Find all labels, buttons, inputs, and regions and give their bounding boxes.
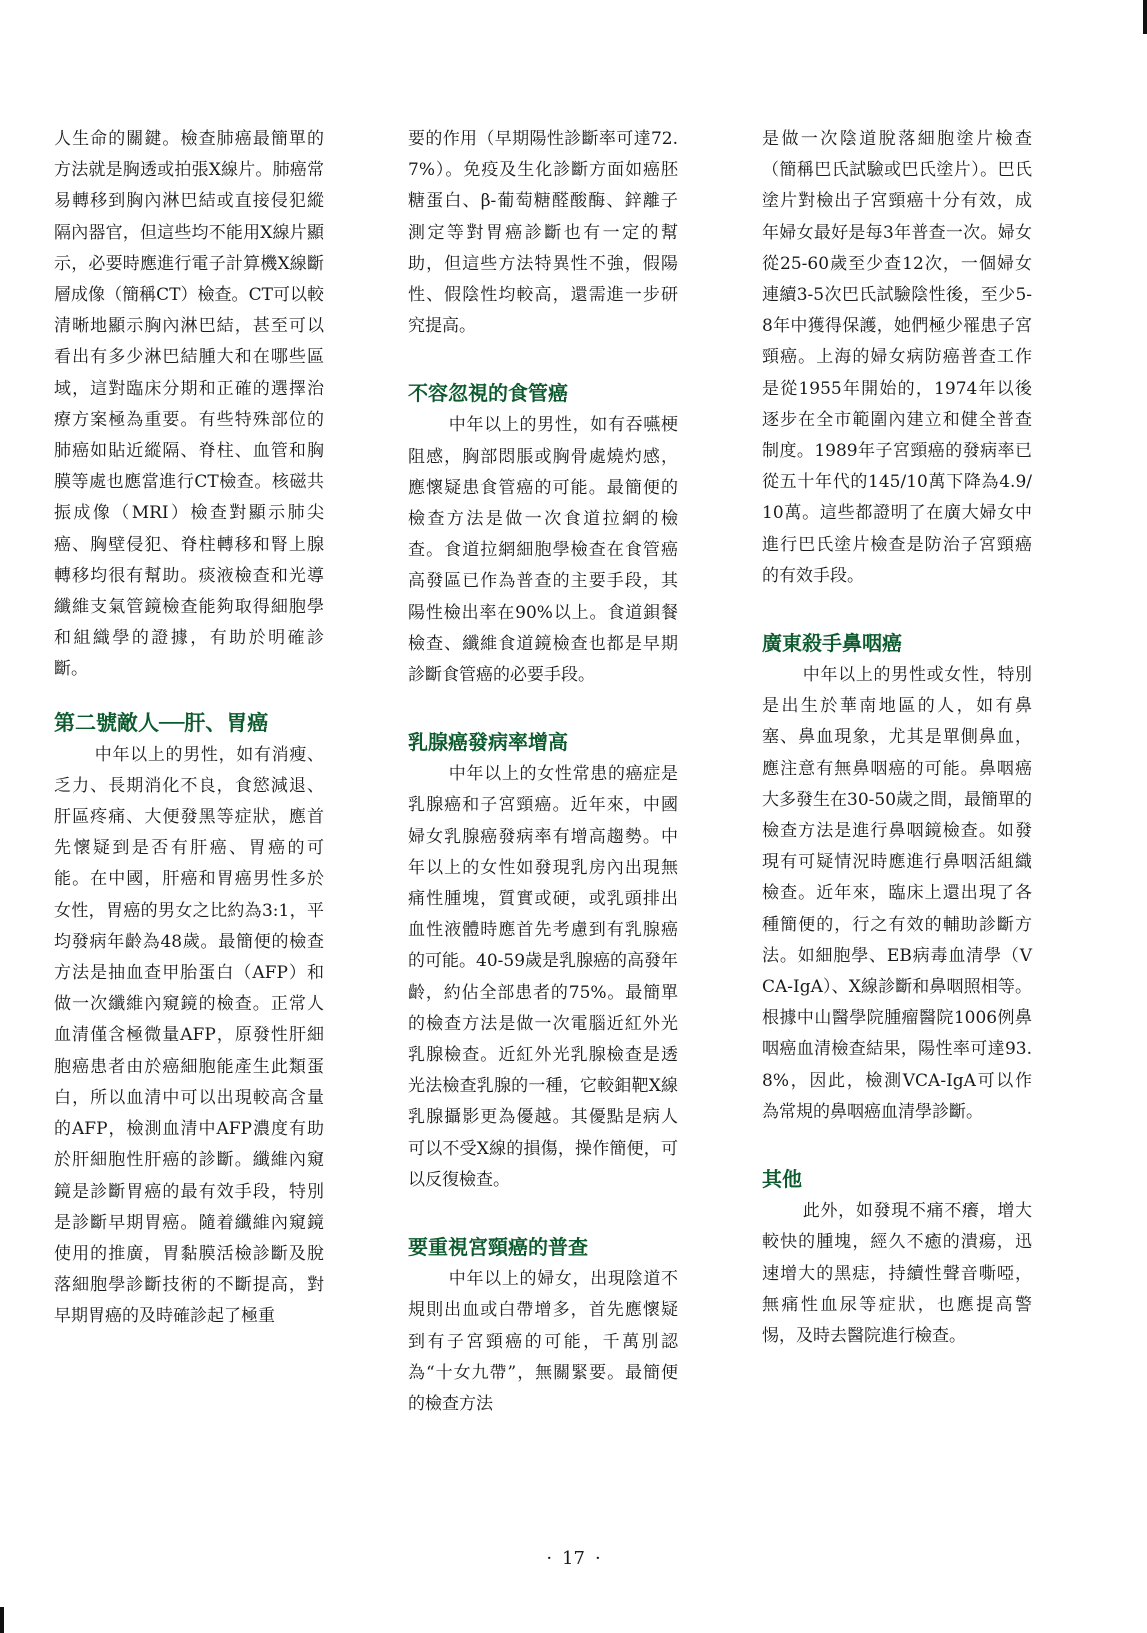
paragraph-cervical-cancer-continued: 是做一次陰道脫落細胞塗片檢查（簡稱巴氏試驗或巴氏塗片）。巴氏塗片對檢出子宮頸癌十分有效，成年婦女最好是每3年普查一次。婦女從25-60歲至少查12次，一個婦女連續3-5次巴氏試驗陰性後，至少5-8年中獲得保護，她們極少罹患子宮頸癌。上海的婦女病防癌普查工作是從1955年開始的，1974年以後逐步在全市範圍內建立和健全普查制度。1989年子宮頸癌的發病率已從五十年代的145/10萬下降為4.9/10萬。這些都證明了在廣大婦女中進行巴氏塗片檢查是防治子宮頸癌的有效手段。: [762, 129, 1032, 586]
paragraph-liver-stomach-cancer: 中年以上的男性，如有消瘦、乏力、長期消化不良，食慾減退、肝區疼痛、大便發黑等症狀，應首先懷疑到是否有肝癌、胃癌的可能。在中國，肝癌和胃癌男性多於女性，胃癌的男女之比約為3:1，平均發病年齡為48歲。最簡便的檢查方法是抽血查甲胎蛋白（AFP）和做一次纖維內窺鏡的檢查。正常人血清僅含極微量AFP，原發性肝細胞癌患者由於癌細胞能產生此類蛋白，所以血清中可以出現較高含量的AFP，檢測血清中AFP濃度有助於肝細胞性肝癌的診斷。纖維內窺鏡是診斷胃癌的最有效手段，特別是診斷早期胃癌。隨着纖維內窺鏡使用的推廣，胃黏膜活檢診斷及脫落細胞學診斷技術的不斷提高，對早期胃癌的及時確診起了極重: [54, 744, 324, 1327]
paragraph-other: 此外，如發現不痛不癢，增大較快的腫塊，經久不癒的潰瘍，迅速增大的黑痣，持續性聲音嘶啞，無痛性血尿等症狀，也應提高警惕，及時去醫院進行檢查。: [762, 1201, 1032, 1346]
paragraph-cervical-cancer: 中年以上的婦女，出現陰道不規則出血或白帶增多，首先應懷疑到有子宮頸癌的可能，千萬別認為“十女九帶”，無關緊要。最簡便的檢查方法: [408, 1269, 678, 1414]
section-heading-breast-cancer: 乳腺癌發病率增高: [408, 730, 568, 755]
section-heading-liver-stomach-cancer: 第二號敵人──肝、胃癌: [54, 710, 269, 735]
section-heading-other: 其他: [762, 1167, 802, 1192]
paragraph-lung-cancer-continued: 人生命的關鍵。檢查肺癌最簡單的方法就是胸透或拍張X線片。肺癌常易轉移到胸內淋巴結或直接侵犯縱隔內器官，但這些均不能用X線片顯示，必要時應進行電子計算機X線斷層成像（簡稱CT）檢查。CT可以較清晰地顯示胸內淋巴結，甚至可以看出有多少淋巴結腫大和在哪些區域，這對臨床分期和正確的選擇治療方案極為重要。有些特殊部位的肺癌如貼近縱隔、脊柱、血管和胸膜等處也應當進行CT檢查。核磁共振成像（MRI）檢查對顯示肺尖癌、胸壁侵犯、脊柱轉移和腎上腺轉移均很有幫助。痰液檢查和光導纖維支氣管鏡檢查能夠取得細胞學和組織學的證據，有助於明確診斷。: [54, 129, 324, 680]
paragraph-nasopharyngeal-cancer: 中年以上的男性或女性，特別是出生於華南地區的人，如有鼻塞、鼻血現象，尤其是單側鼻血，應注意有無鼻咽癌的可能。鼻咽癌大多發生在30-50歲之間，最簡單的檢查方法是進行鼻咽鏡檢查。如發現有可疑情況時應進行鼻咽活組織檢查。近年來，臨床上還出現了各種簡便的，行之有效的輔助診斷方法。如細胞學、EB病毒血清學（VCA-IgA）、X線診斷和鼻咽照相等。根據中山醫學院腫瘤醫院1006例鼻咽癌血清檢查結果，陽性率可達93.8%，因此，檢測VCA-IgA可以作為常規的鼻咽癌血清學診斷。: [762, 665, 1033, 1122]
page-number: · 17 ·: [546, 1548, 601, 1569]
page-number-value: 17: [562, 1548, 585, 1569]
scan-edge-mark-top: [1143, 0, 1147, 34]
paragraph-esophageal-cancer: 中年以上的男性，如有吞嚥梗阻感，胸部悶脹或胸骨處燒灼感，應懷疑患食管癌的可能。最簡便的檢查方法是做一次食道拉網的檢查。食道拉網細胞學檢查在食管癌高發區已作為普查的主要手段，其陽性檢出率在90%以上。食道鋇餐檢查、纖維食道鏡檢查也都是早期診斷食管癌的必要手段。: [408, 415, 678, 686]
section-heading-esophageal-cancer: 不容忽視的食管癌: [408, 381, 568, 406]
paragraph-breast-cancer: 中年以上的女性常患的癌症是乳腺癌和子宮頸癌。近年來，中國婦女乳腺癌發病率有增高趨勢。中年以上的女性如發現乳房內出現無痛性腫塊，質實或硬，或乳頭排出血性液體時應首先考慮到有乳腺癌的可能。40-59歲是乳腺癌的高發年齡，約佔全部患者的75%。最簡單的檢查方法是做一次電腦近紅外光乳腺檢查。近紅外光乳腺檢查是透光法檢查乳腺的一種，它較鉬靶X線乳腺攝影更為優越。其優點是病人可以不受X線的損傷，操作簡便，可以反復檢查。: [408, 764, 679, 1190]
paragraph-stomach-cancer-continued: 要的作用（早期陽性診斷率可達72.7%）。免疫及生化診斷方面如癌胚糖蛋白、β-葡萄糖醛酸酶、鋅離子測定等對胃癌診斷也有一定的幫助，但這些方法特異性不強，假陽性、假陰性均較高，還需進一步研究提高。: [408, 129, 678, 337]
scan-edge-mark-bottom: [0, 1607, 4, 1633]
section-heading-nasopharyngeal-cancer: 廣東殺手鼻咽癌: [762, 631, 902, 656]
text-column-2: [408, 124, 678, 1420]
text-column-3: [762, 124, 1032, 1352]
section-heading-cervical-cancer: 要重視宮頸癌的普查: [408, 1235, 588, 1260]
text-column-1: [54, 124, 324, 1333]
